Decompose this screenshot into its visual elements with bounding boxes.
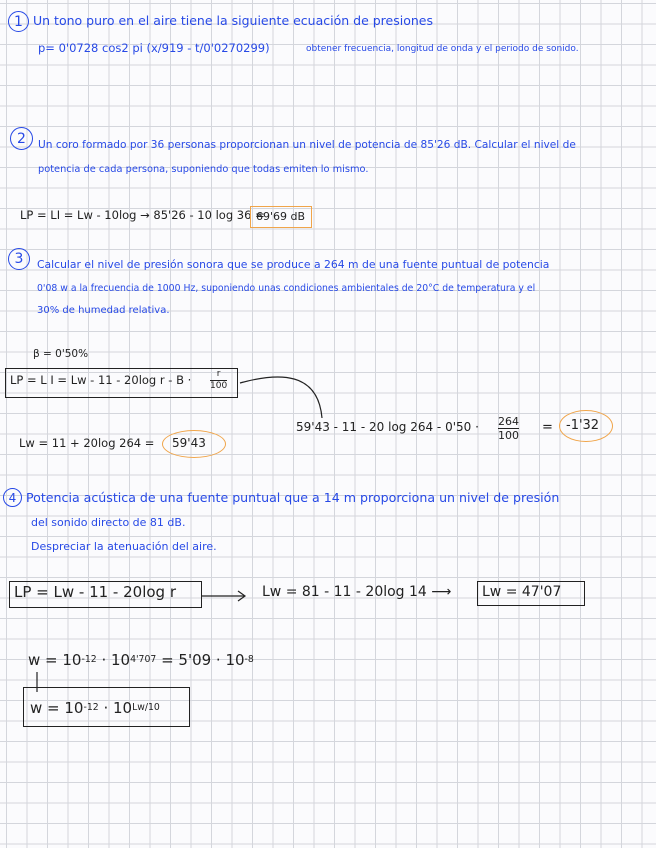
lw-result: Lw = 47'07 xyxy=(482,584,562,600)
problem-2-answer: 69'69 dB xyxy=(256,210,306,223)
problem-number-4: 4 xyxy=(3,488,22,507)
problem-4-statement-line-2: del sonido directo de 81 dB. xyxy=(31,516,186,529)
problem-2-working: LP = LI = Lw - 10log → 85'26 - 10 log 36 = xyxy=(20,208,265,222)
problem-1-equation: p= 0'0728 cos2 pi (x/919 - t/0'0270299) xyxy=(38,41,270,55)
problem-3-statement-line-2: 0'08 w a la frecuencia de 1000 Hz, suponiendo unas condiciones ambientales de 20°C de temperatura y el xyxy=(37,283,536,294)
lp-fraction: 264 100 xyxy=(498,415,519,442)
w-calculation: $w = 10^{-12} \cdot 10^{4'707} = 5'09 \cdot 10^{-8}$ xyxy=(28,651,254,669)
lw-answer: 59'43 xyxy=(172,436,206,450)
problem-1-question: obtener frecuencia, longitud de onda y el periodo de sonido. xyxy=(306,44,579,54)
problem-2-statement-line-2: potencia de cada persona, suponiendo que todas emiten lo mismo. xyxy=(38,164,369,175)
lp-calculation: 59'43 - 11 - 20 log 264 - 0'50 · xyxy=(296,420,479,434)
lp-equals: = xyxy=(542,420,553,435)
formula-lp: LP = L I = Lw - 11 - 20log r - B · xyxy=(10,373,192,387)
beta-value: β = 0'50% xyxy=(33,348,89,360)
problem-4-statement-line-3: Despreciar la atenuación del aire. xyxy=(31,540,217,553)
problem-3-statement-line-1: Calcular el nivel de presión sonora que se produce a 264 m de una fuente puntual de potencia xyxy=(37,258,550,271)
problem-2-statement-line-1: Un coro formado por 36 personas proporcionan un nivel de potencia de 85'26 dB. Calcular el nivel de xyxy=(38,139,576,151)
problem-number-3: 3 xyxy=(8,248,30,270)
lw-calculation: Lw = 11 + 20log 264 = xyxy=(19,436,155,450)
formula-fraction: r 100 xyxy=(210,369,228,391)
problem-number-1: 1 xyxy=(8,11,29,32)
problem-number-2: 2 xyxy=(10,127,33,150)
lw-substitution: Lw = 81 - 11 - 20log 14 ⟶ xyxy=(262,584,452,600)
lp-answer: -1'32 xyxy=(566,418,600,433)
problem-1-statement: Un tono puro en el aire tiene la siguiente ecuación de presiones xyxy=(33,13,433,28)
problem-3-statement-line-3: 30% de humedad relativa. xyxy=(37,305,170,316)
w-formula: $w = 10^{-12} \cdot 10^{Lw/10}$ xyxy=(30,699,160,717)
formula-lp-lw: LP = Lw - 11 - 20log r xyxy=(14,583,177,601)
arrow-icon xyxy=(202,590,248,602)
problem-4-statement-line-1: Potencia acústica de una fuente puntual que a 14 m proporciona un nivel de presión xyxy=(26,490,560,505)
